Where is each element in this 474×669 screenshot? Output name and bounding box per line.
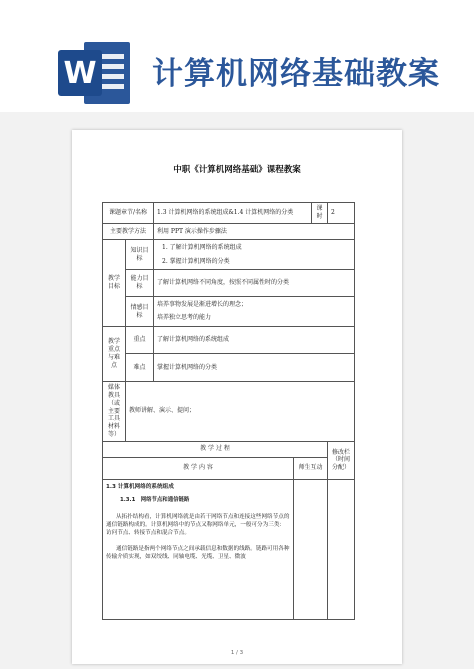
section-heading: 1.3 计算机网络的系统组成 xyxy=(106,483,174,490)
table-row xyxy=(103,327,355,354)
chapter-label: 课题章节/名称 xyxy=(103,203,154,224)
table-row xyxy=(103,457,355,479)
focus-value: 了解计算机网络的系统组成 xyxy=(154,327,355,354)
banner-title: 计算机网络基础教案 xyxy=(152,56,440,92)
notes-cell xyxy=(328,479,355,619)
ability-label: 能力目标 xyxy=(126,270,154,297)
table-row xyxy=(103,382,355,442)
page-number: 1 / 3 xyxy=(230,650,244,656)
hours-label: 课时 xyxy=(312,203,328,224)
emotion-label: 情感目标 xyxy=(126,297,154,327)
paragraph: 通信链路是指两个网络节点之间承载信息和数据的线路。链路可用各种传输介质实现，如双绞线、同轴电缆、光缆、卫星、微波 xyxy=(106,545,290,561)
paragraph: 从拓扑结构看，计算机网络就是由若干网络节点和连接这些网络节点的通信链路构成的。计算机网络中的节点又称网络单元，一般可分为三类：访问节点、转接节点和混合节点。 xyxy=(106,513,290,536)
content-header: 教 学 内 容 xyxy=(103,457,294,479)
lesson-plan-table xyxy=(102,202,355,620)
media-value: 教师讲解、演示、提问； xyxy=(126,382,355,442)
lesson-body xyxy=(103,479,294,619)
focus-label: 重点 xyxy=(126,327,154,354)
table-row xyxy=(103,297,355,327)
difficulty-label: 难点 xyxy=(126,354,154,382)
table-row xyxy=(103,240,355,270)
method-value: 利用 PPT 演示操作步骤法 xyxy=(154,224,355,240)
ability-value: 了解计算机网络不同角度，按照不同属性时的分类 xyxy=(154,270,355,297)
knowledge-content xyxy=(154,240,355,270)
table-row xyxy=(103,479,355,619)
keypoints-label: 教学重点与难点 xyxy=(103,327,126,382)
list-item: 培养独立思考的能力 xyxy=(157,314,212,322)
difficulty-value: 掌握计算机网络的分类 xyxy=(154,354,355,382)
interaction-cell xyxy=(294,479,328,619)
objectives-label: 教学目标 xyxy=(103,240,126,327)
subsection-heading: 1.3.1 网络节点和通信链路 xyxy=(120,497,190,504)
notes-header: 修改栏（时间分配） xyxy=(328,441,355,479)
word-badge: W xyxy=(58,50,102,96)
table-row xyxy=(103,203,355,224)
table-row xyxy=(103,270,355,297)
chapter-value: 1.3 计算机网络的系统组成&1.4 计算机网络的分类 xyxy=(154,203,312,224)
table-row xyxy=(103,224,355,240)
table-row xyxy=(103,441,355,457)
word-logo-icon xyxy=(58,42,130,104)
list-item: 2. 掌握计算机网络的分类 xyxy=(162,257,230,265)
knowledge-label: 知识目标 xyxy=(126,240,154,270)
method-label: 主要教学方法 xyxy=(103,224,154,240)
table-row xyxy=(103,354,355,382)
interact-header: 师生互动 xyxy=(294,457,328,479)
list-item: 1. 了解计算机网络的系统组成 xyxy=(162,243,242,251)
banner xyxy=(0,0,474,112)
hours-value: 2 xyxy=(328,203,355,224)
process-header: 教 学 过 程 xyxy=(103,441,328,457)
emotion-content xyxy=(154,297,355,327)
media-label: 媒体教具（或主要工具材料等） xyxy=(103,382,126,442)
document-title: 中职《计算机网络基础》课程教案 xyxy=(173,165,301,175)
list-item: 培养事物发展是渐进增长的理念； xyxy=(157,301,248,309)
document-page xyxy=(72,130,402,664)
